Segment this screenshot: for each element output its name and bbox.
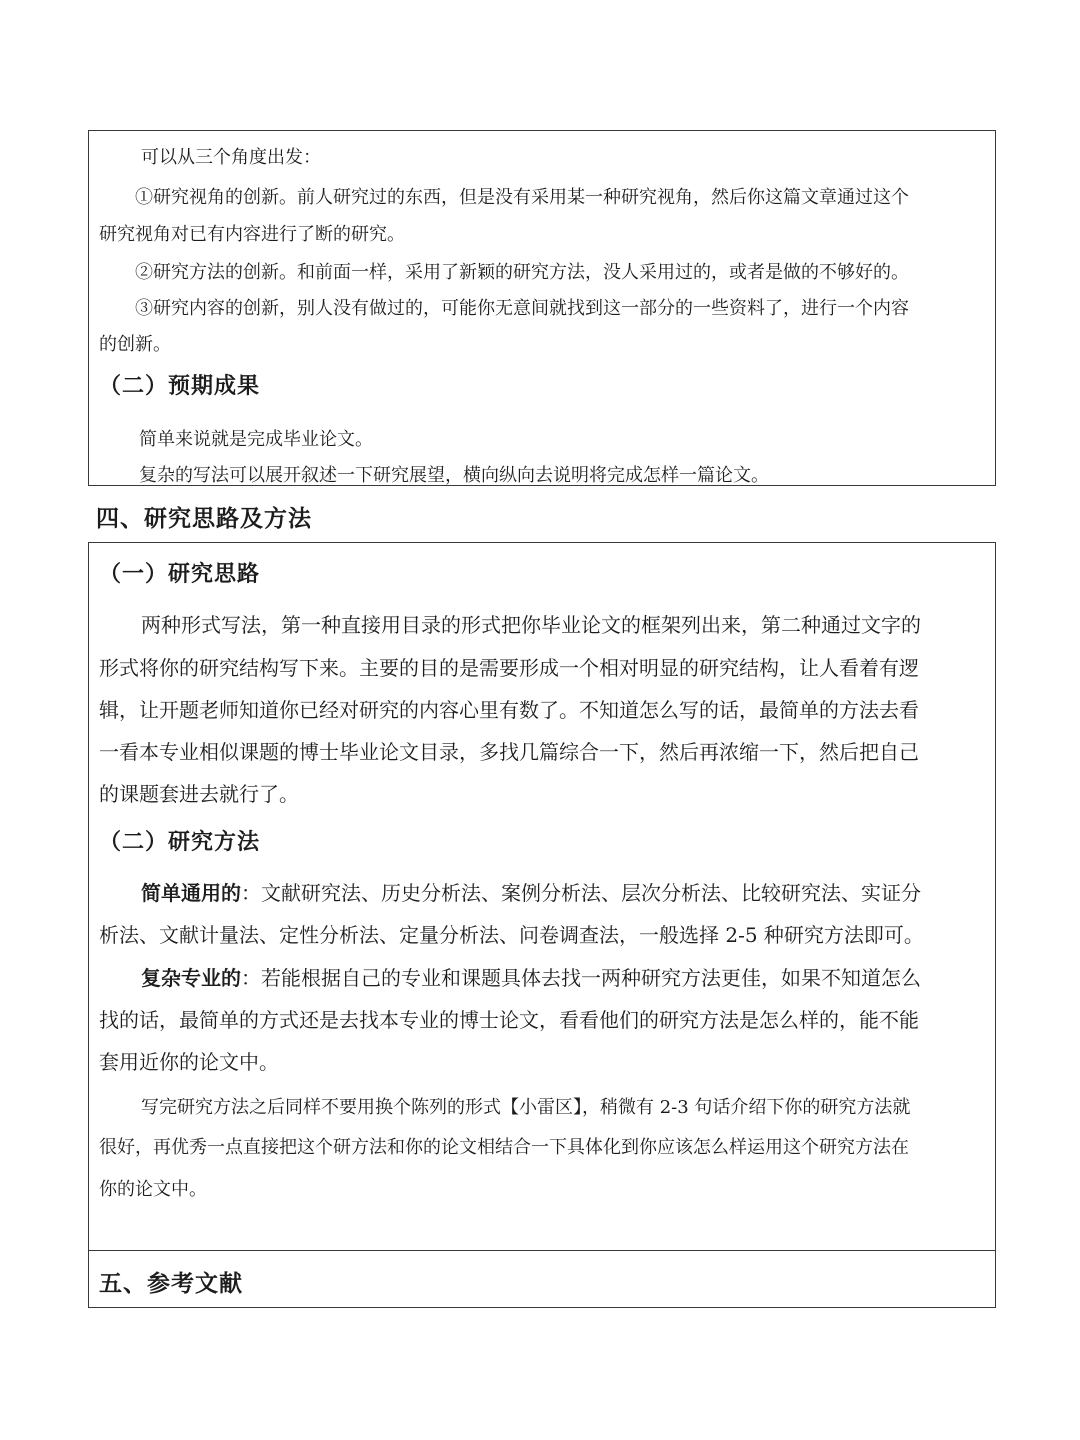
- references-divider: [89, 1250, 995, 1251]
- expected-outcomes-p2: 复杂的写法可以展开叙述一下研究展望，横向纵向去说明将完成怎样一篇论文。: [139, 465, 769, 486]
- research-approach-line-1: 两种形式写法，第一种直接用目录的形式把你毕业论文的框架列出来，第二种通过文字的: [141, 613, 921, 637]
- methods-simple-line-2: 析法、文献计量法、定性分析法、定量分析法、问卷调查法，一般选择 2-5 种研究方法即可。: [99, 923, 924, 947]
- methods-note-line-3: 你的论文中。: [99, 1179, 207, 1200]
- innovation-item-2: ②研究方法的创新。和前面一样，采用了新颖的研究方法，没人采用过的，或者是做的不够好的。: [135, 262, 909, 283]
- section-5-heading: 五、参考文献: [99, 1270, 243, 1297]
- research-approach-line-3: 辑，让开题老师知道你已经对研究的内容心里有数了。不知道怎么写的话，最简单的方法去看: [99, 698, 919, 722]
- expected-outcomes-p1: 简单来说就是完成毕业论文。: [139, 429, 373, 450]
- section-4-heading: 四、研究思路及方法: [96, 505, 312, 532]
- expected-outcomes-heading: （二）预期成果: [99, 373, 261, 399]
- innovation-item-1-line-2: 研究视角对已有内容进行了断的研究。: [99, 224, 405, 245]
- innovation-item-1-line-1: ①研究视角的创新。前人研究过的东西，但是没有采用某一种研究视角，然后你这篇文章通过这个: [135, 187, 909, 208]
- innovation-item-3-line-2: 的创新。: [99, 334, 171, 355]
- methods-complex-line-2: 找的话，最简单的方式还是去找本专业的博士论文，看看他们的研究方法是怎么样的，能不能: [99, 1008, 919, 1032]
- research-approach-line-5: 的课题套进去就行了。: [99, 782, 299, 806]
- methods-note-line-1: 写完研究方法之后同样不要用换个陈列的形式【小雷区】，稍微有 2-3 句话介绍下你的研究方法就: [141, 1097, 911, 1118]
- research-approach-line-4: 一看本专业相似课题的博士毕业论文目录，多找几篇综合一下，然后再浓缩一下，然后把自己: [99, 740, 919, 764]
- methods-note-line-2: 很好，再优秀一点直接把这个研方法和你的论文相结合一下具体化到你应该怎么样运用这个研究方法在: [99, 1137, 909, 1158]
- research-methods-heading: （二）研究方法: [99, 829, 261, 855]
- innovation-item-3-line-1: ③研究内容的创新，别人没有做过的，可能你无意间就找到这一部分的一些资料了，进行一个内容: [135, 298, 909, 319]
- research-methods-box: [88, 542, 996, 1308]
- innovation-intro: 可以从三个角度出发：: [141, 147, 321, 168]
- innovation-box: [88, 130, 996, 486]
- methods-simple-line-1: 简单通用的：文献研究法、历史分析法、案例分析法、层次分析法、比较研究法、实证分: [141, 881, 921, 905]
- research-approach-line-2: 形式将你的研究结构写下来。主要的目的是需要形成一个相对明显的研究结构，让人看着有逻: [99, 656, 919, 680]
- methods-complex-line-3: 套用近你的论文中。: [99, 1050, 279, 1074]
- methods-complex-line-1: 复杂专业的：若能根据自己的专业和课题具体去找一两种研究方法更佳，如果不知道怎么: [141, 966, 921, 990]
- research-approach-heading: （一）研究思路: [99, 561, 261, 587]
